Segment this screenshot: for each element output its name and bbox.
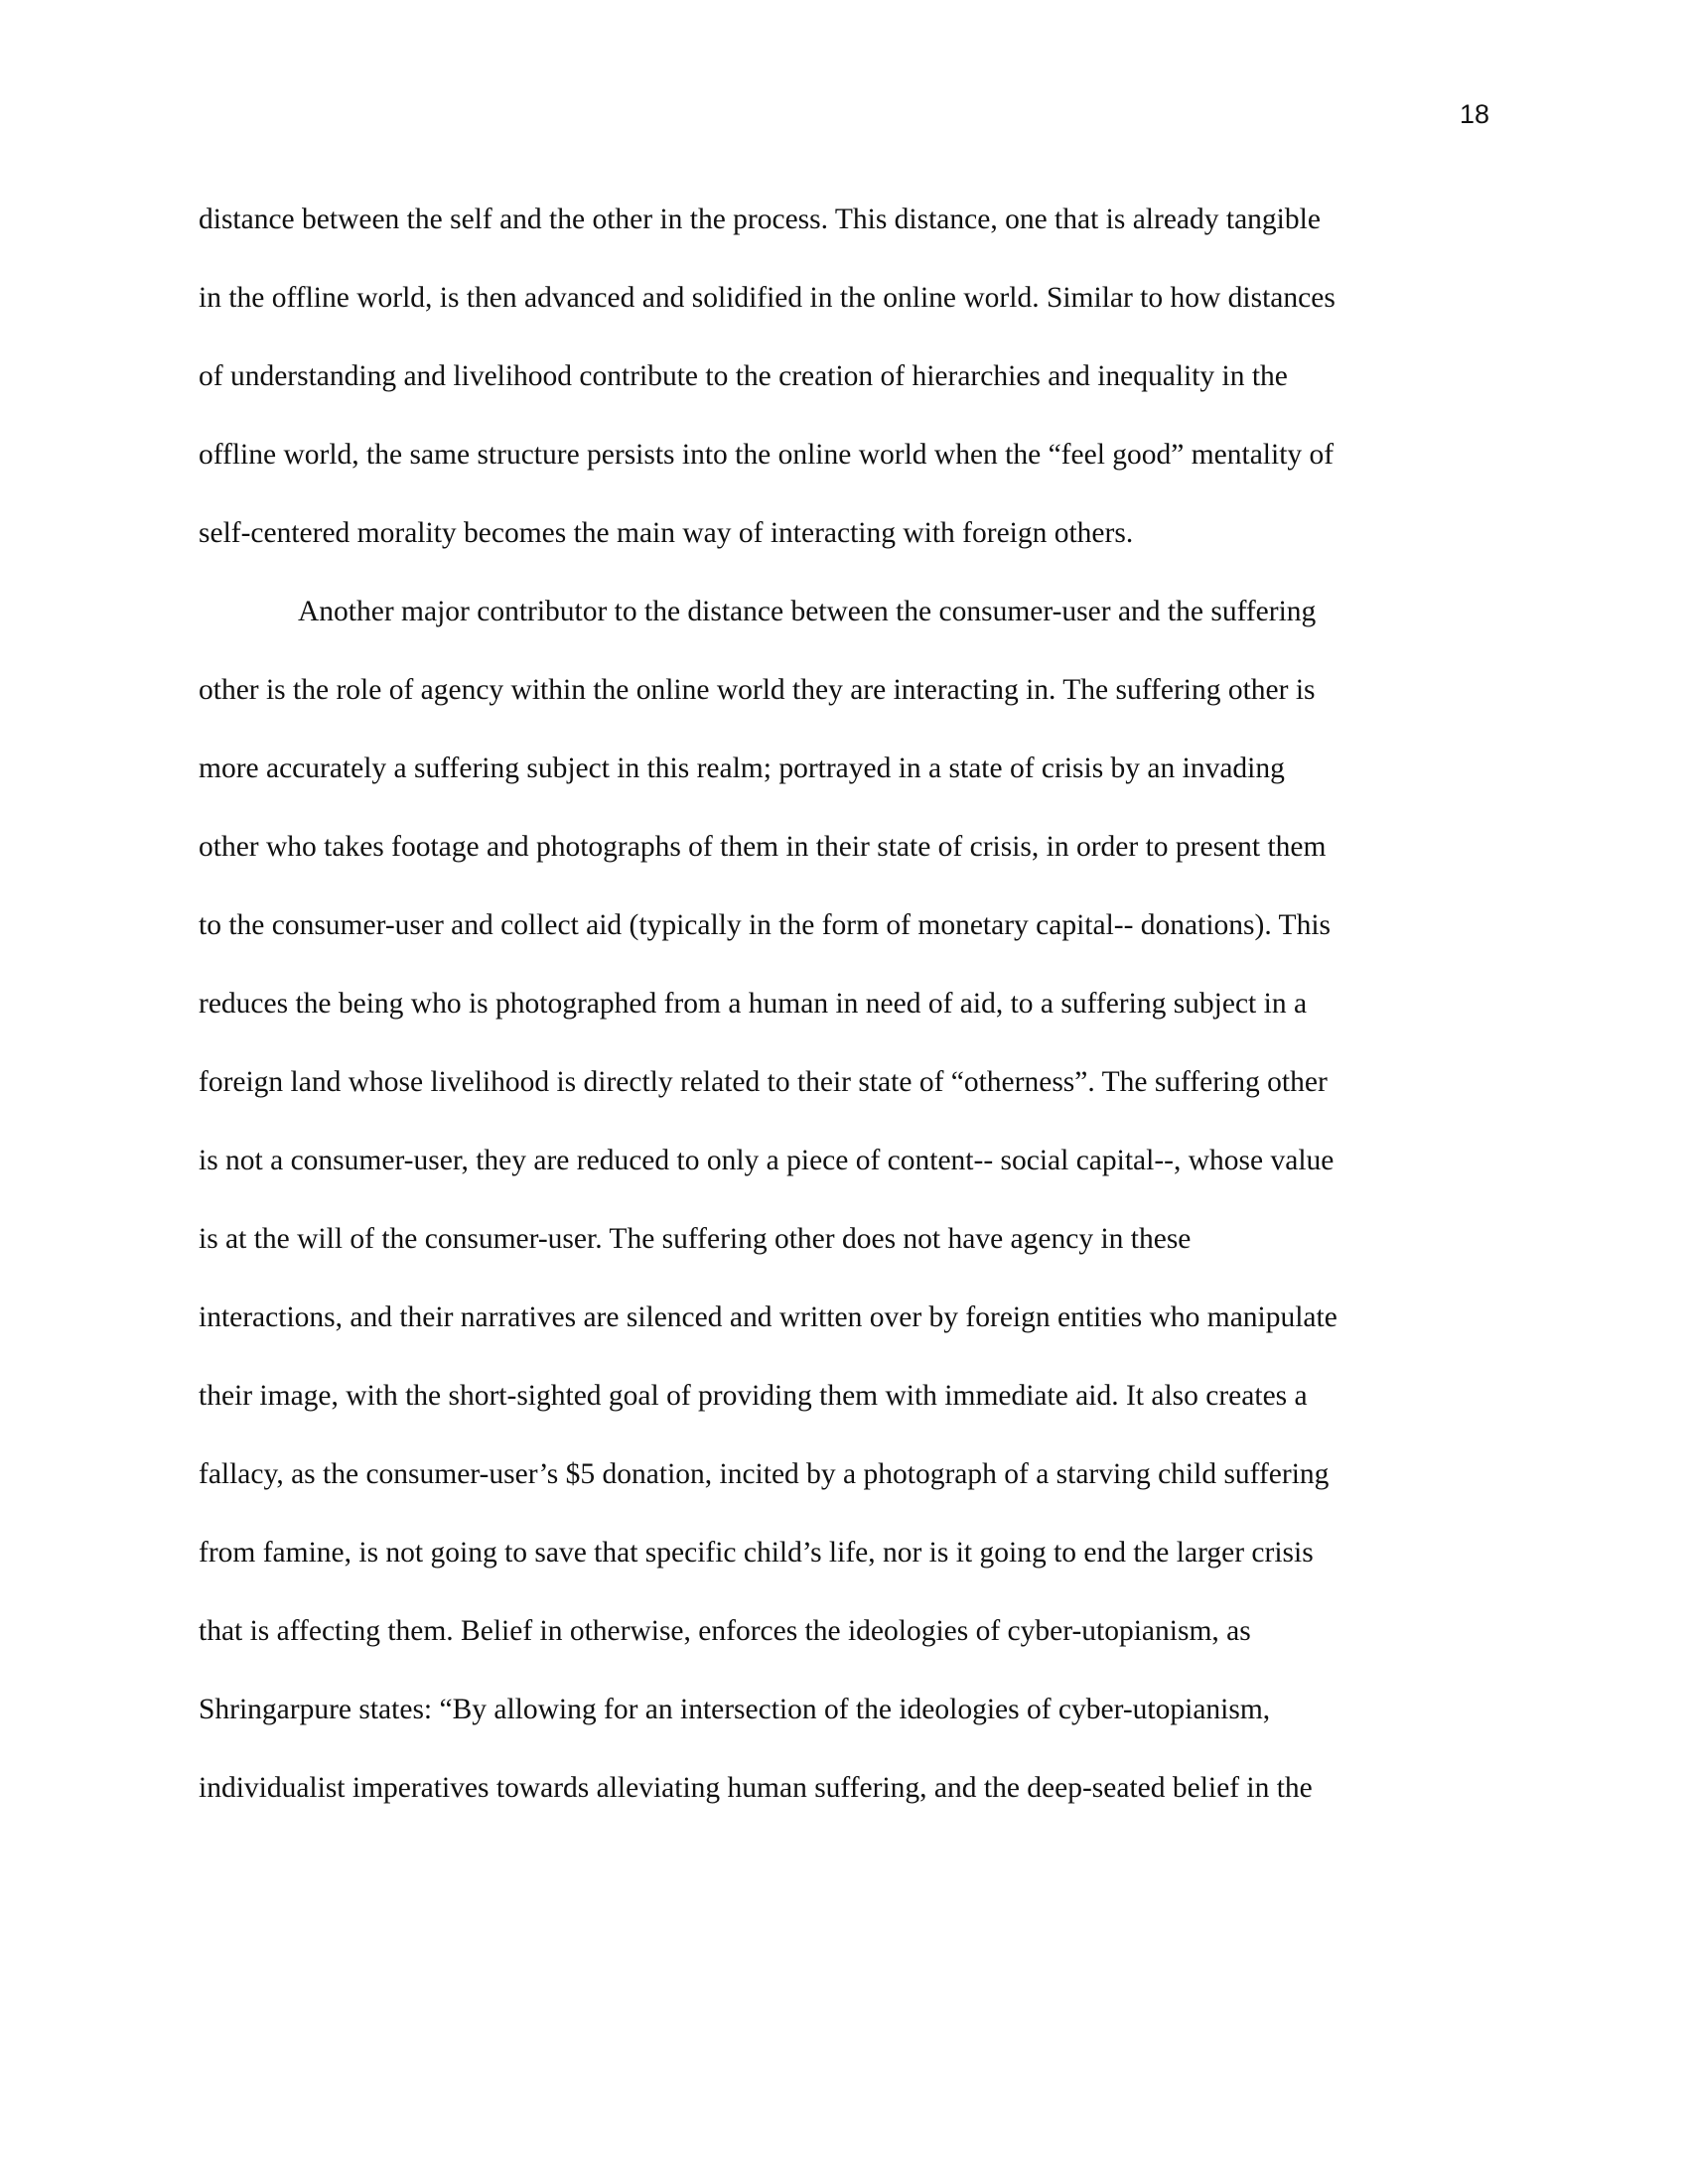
body-text	[199, 195, 1489, 1842]
text-line: their image, with the short-sighted goal of providing them with immediate aid. It also creates a	[199, 1380, 1308, 1412]
text-line: Shringarpure states: “By allowing for an intersection of the ideologies of cyber-utopianism,	[199, 1694, 1271, 1725]
text-line: fallacy, as the consumer-user’s $5 donation, incited by a photograph of a starving child suffering	[199, 1458, 1330, 1490]
text-line: offline world, the same structure persists into the online world when the “feel good” mentality of	[199, 439, 1335, 471]
text-line: distance between the self and the other in the process. This distance, one that is already tangible	[199, 204, 1321, 235]
text-line: is not a consumer-user, they are reduced to only a piece of content-- social capital--, whose value	[199, 1145, 1335, 1176]
text-line: from famine, is not going to save that specific child’s life, nor is it going to end the larger crisis	[199, 1537, 1314, 1569]
paragraph-first-line: Another major contributor to the distance between the consumer-user and the suffering	[298, 596, 1317, 627]
text-line: other is the role of agency within the online world they are interacting in. The suffering other is	[199, 674, 1316, 706]
page-number: 18	[1459, 99, 1489, 129]
text-line: is at the will of the consumer-user. The suffering other does not have agency in these	[199, 1223, 1192, 1255]
text-line: that is affecting them. Belief in otherwise, enforces the ideologies of cyber-utopianism, as	[199, 1615, 1251, 1647]
text-line: reduces the being who is photographed from a human in need of aid, to a suffering subject in a	[199, 988, 1308, 1020]
text-line: of understanding and livelihood contribute to the creation of hierarchies and inequality in the	[199, 360, 1288, 392]
text-line: to the consumer-user and collect aid (typically in the form of monetary capital-- donations). This	[199, 909, 1331, 941]
text-line: other who takes footage and photographs of them in their state of crisis, in order to present them	[199, 831, 1327, 863]
text-line: in the offline world, is then advanced and solidified in the online world. Similar to how distances	[199, 282, 1336, 314]
text-line: individualist imperatives towards alleviating human suffering, and the deep-seated belief in the	[199, 1772, 1313, 1804]
text-line: foreign land whose livelihood is directly related to their state of “otherness”. The suffering other	[199, 1066, 1328, 1098]
text-line: self-centered morality becomes the main way of interacting with foreign others.	[199, 517, 1134, 549]
text-line: more accurately a suffering subject in this realm; portrayed in a state of crisis by an invading	[199, 752, 1285, 784]
text-line: interactions, and their narratives are silenced and written over by foreign entities who manipulate	[199, 1301, 1337, 1333]
